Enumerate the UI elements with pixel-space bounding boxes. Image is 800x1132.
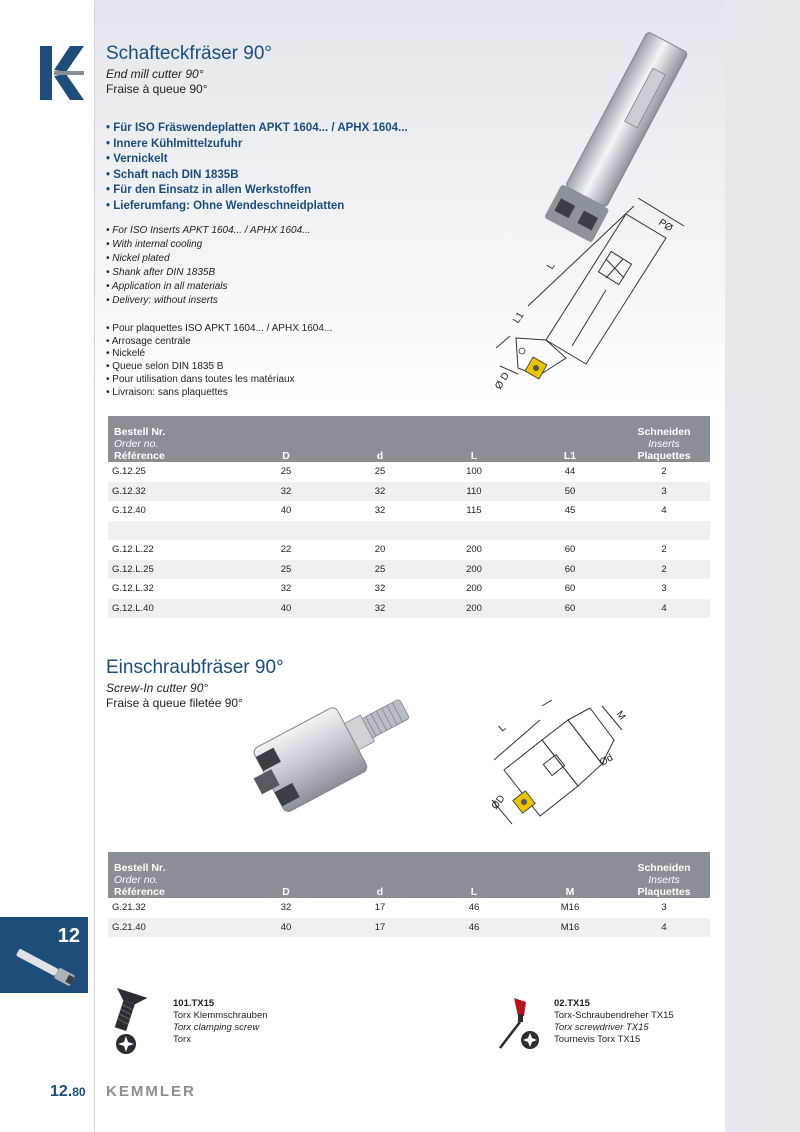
- cell: 200: [426, 560, 522, 580]
- cell-order: G.12.40: [108, 501, 238, 521]
- cell: 60: [522, 540, 618, 560]
- cell: 17: [334, 898, 426, 918]
- feature-en: • Nickel plated: [106, 252, 311, 266]
- col-d-large: D: [238, 852, 334, 898]
- cell: 25: [334, 462, 426, 482]
- product1-title-en: End mill cutter 90°: [106, 67, 204, 81]
- col-order-no: [108, 852, 238, 898]
- cell: 40: [238, 918, 334, 938]
- cell-order: G.12.L.22: [108, 540, 238, 560]
- cell: 4: [618, 918, 710, 938]
- cell: 46: [426, 918, 522, 938]
- drawing-label-d: Ø D: [493, 370, 512, 392]
- page-number: [50, 1083, 86, 1101]
- accessory-desc-fr: Tournevis Torx TX15: [554, 1034, 641, 1045]
- table-row: [108, 501, 710, 521]
- page-number-major: 12.: [50, 1083, 73, 1100]
- feature-fr: • Arrosage centrale: [106, 336, 332, 349]
- table-row-spacer: [108, 521, 710, 541]
- cell: 2: [618, 560, 710, 580]
- cell: 3: [618, 579, 710, 599]
- cell-order: G.12.32: [108, 482, 238, 502]
- drawing-label-d-large: ØD: [489, 793, 508, 812]
- feature-en: • Application in all materials: [106, 280, 311, 294]
- section-tab: [0, 917, 88, 993]
- cell: 32: [334, 482, 426, 502]
- cell: 200: [426, 540, 522, 560]
- drawing-label-m: M: [613, 709, 628, 723]
- feature-de: • Vernickelt: [106, 152, 408, 168]
- feature-en: • With internal cooling: [106, 238, 311, 252]
- header-order-fr: Référence: [114, 450, 165, 462]
- product1-title-fr: Fraise à queue 90°: [106, 82, 208, 96]
- cell: 115: [426, 501, 522, 521]
- cell: 44: [522, 462, 618, 482]
- brand-name: KEMMLER: [106, 1083, 196, 1100]
- cell: M16: [522, 918, 618, 938]
- cell: 32: [334, 599, 426, 619]
- cell: 40: [238, 599, 334, 619]
- drawing-label-l: L: [496, 722, 509, 735]
- features-de: [106, 121, 408, 214]
- spacer-cell: [108, 521, 710, 541]
- end-mill-technical-drawing: [488, 198, 688, 398]
- table-row: [108, 599, 710, 619]
- accessory-desc-fr: Torx: [173, 1034, 191, 1045]
- accessory-desc-en: Torx screwdriver TX15: [554, 1022, 649, 1033]
- cell: 60: [522, 599, 618, 619]
- cell: 32: [238, 898, 334, 918]
- drawing-label-l: L: [545, 261, 558, 272]
- cell: 2: [618, 462, 710, 482]
- cell: 3: [618, 898, 710, 918]
- cell: 25: [334, 560, 426, 580]
- cell-order: G.12.L.32: [108, 579, 238, 599]
- col-d-small: d: [334, 852, 426, 898]
- cell: 32: [334, 579, 426, 599]
- header-cut-en: Inserts: [648, 874, 680, 886]
- table-row: [108, 579, 710, 599]
- accessory-code: 02.TX15: [554, 998, 590, 1009]
- accessory-desc-de: Torx-Schraubendreher TX15: [554, 1010, 674, 1021]
- feature-fr: • Nickelé: [106, 348, 332, 361]
- feature-fr: • Pour utilisation dans toutes les matériaux: [106, 374, 332, 387]
- col-l: L: [426, 852, 522, 898]
- feature-fr: • Livraison: sans plaquettes: [106, 387, 332, 400]
- cell: 2: [618, 540, 710, 560]
- cell: 25: [238, 560, 334, 580]
- header-order-de: Bestell Nr.: [114, 862, 166, 874]
- col-m: M: [522, 852, 618, 898]
- cell: 200: [426, 599, 522, 619]
- col-inserts: [618, 416, 710, 462]
- drawing-label-d-small: Ød: [598, 752, 616, 769]
- cell: 4: [618, 599, 710, 619]
- product2-title-fr: Fraise à queue filetée 90°: [106, 696, 243, 710]
- cell: 110: [426, 482, 522, 502]
- header-cut-fr: Plaquettes: [637, 886, 691, 898]
- page-number-minor: 80: [72, 1085, 86, 1099]
- feature-de: • Lieferumfang: Ohne Wendeschneidplatten: [106, 199, 408, 215]
- cell-order: G.12.L.25: [108, 560, 238, 580]
- cell: 32: [334, 501, 426, 521]
- col-inserts: [618, 852, 710, 898]
- table-row: [108, 540, 710, 560]
- feature-fr: • Pour plaquettes ISO APKT 1604... / APHX 1604...: [106, 323, 332, 336]
- header-order-en: Order no.: [114, 874, 159, 886]
- features-fr: [106, 323, 332, 399]
- product1-spec-table: [108, 416, 710, 619]
- features-en: [106, 224, 311, 308]
- header-order-en: Order no.: [114, 438, 159, 450]
- header-cut-de: Schneiden: [637, 862, 691, 874]
- col-d-large: D: [238, 416, 334, 462]
- header-order-de: Bestell Nr.: [114, 426, 166, 438]
- feature-fr: • Queue selon DIN 1835 B: [106, 361, 332, 374]
- accessory-desc-de: Torx Klemmschrauben: [173, 1010, 268, 1021]
- kemmler-k-logo-icon: [40, 46, 84, 100]
- product1-title: Schafteckfräser 90°: [106, 43, 273, 64]
- accessory-screwdriver: [554, 998, 674, 1046]
- accessory-desc-en: Torx clamping screw: [173, 1022, 260, 1033]
- cell-order: G.12.25: [108, 462, 238, 482]
- header-cut-de: Schneiden: [637, 426, 691, 438]
- feature-de: • Innere Kühlmittelzufuhr: [106, 137, 408, 153]
- end-mill-thumbnail-icon: [10, 947, 82, 987]
- cell: 60: [522, 560, 618, 580]
- section-tab-number: 12: [57, 925, 80, 947]
- col-order-no: [108, 416, 238, 462]
- accessory-screw: [173, 998, 268, 1046]
- header-order-fr: Référence: [114, 886, 165, 898]
- feature-en: • Delivery: without inserts: [106, 294, 311, 308]
- product2-title: Einschraubfräser 90°: [106, 657, 284, 678]
- cell: 20: [334, 540, 426, 560]
- product2-title-en: Screw-In cutter 90°: [106, 681, 209, 695]
- accessory-code: 101.TX15: [173, 998, 215, 1009]
- torx-screwdriver-icon: [494, 994, 550, 1054]
- cell: 17: [334, 918, 426, 938]
- col-l: L: [426, 416, 522, 462]
- cell: 200: [426, 579, 522, 599]
- cell: 25: [238, 462, 334, 482]
- cell: 46: [426, 898, 522, 918]
- cell: 22: [238, 540, 334, 560]
- drawing-label-l1: L1: [511, 310, 527, 326]
- cell: 100: [426, 462, 522, 482]
- cell: 32: [238, 579, 334, 599]
- drawing-label-p: PØ: [656, 217, 675, 235]
- cell: 60: [522, 579, 618, 599]
- table-row: [108, 898, 710, 918]
- header-cut-fr: Plaquettes: [637, 450, 691, 462]
- table-row: [108, 462, 710, 482]
- cell: 32: [238, 482, 334, 502]
- feature-de: • Für ISO Fräswendeplatten APKT 1604... / APHX 1604...: [106, 121, 408, 137]
- table-row: [108, 918, 710, 938]
- cell-order: G.12.L.40: [108, 599, 238, 619]
- cell: M16: [522, 898, 618, 918]
- right-margin-strip: [725, 0, 800, 1132]
- screw-in-cutter-photo: [228, 690, 428, 840]
- feature-de: • Schaft nach DIN 1835B: [106, 168, 408, 184]
- feature-en: • For ISO Inserts APKT 1604... / APHX 1604...: [106, 224, 311, 238]
- table-row: [108, 482, 710, 502]
- feature-en: • Shank after DIN 1835B: [106, 266, 311, 280]
- screw-in-cutter-technical-drawing: [482, 700, 642, 830]
- col-l1: L1: [522, 416, 618, 462]
- feature-de: • Für den Einsatz in allen Werkstoffen: [106, 183, 408, 199]
- cell: 40: [238, 501, 334, 521]
- cell: 45: [522, 501, 618, 521]
- cell: 4: [618, 501, 710, 521]
- table-row: [108, 560, 710, 580]
- cell-order: G.21.32: [108, 898, 238, 918]
- col-d-small: d: [334, 416, 426, 462]
- cell: 50: [522, 482, 618, 502]
- torx-screw-icon: [104, 988, 150, 1056]
- product2-spec-table: [108, 852, 710, 938]
- header-cut-en: Inserts: [648, 438, 680, 450]
- cell-order: G.21.40: [108, 918, 238, 938]
- cell: 3: [618, 482, 710, 502]
